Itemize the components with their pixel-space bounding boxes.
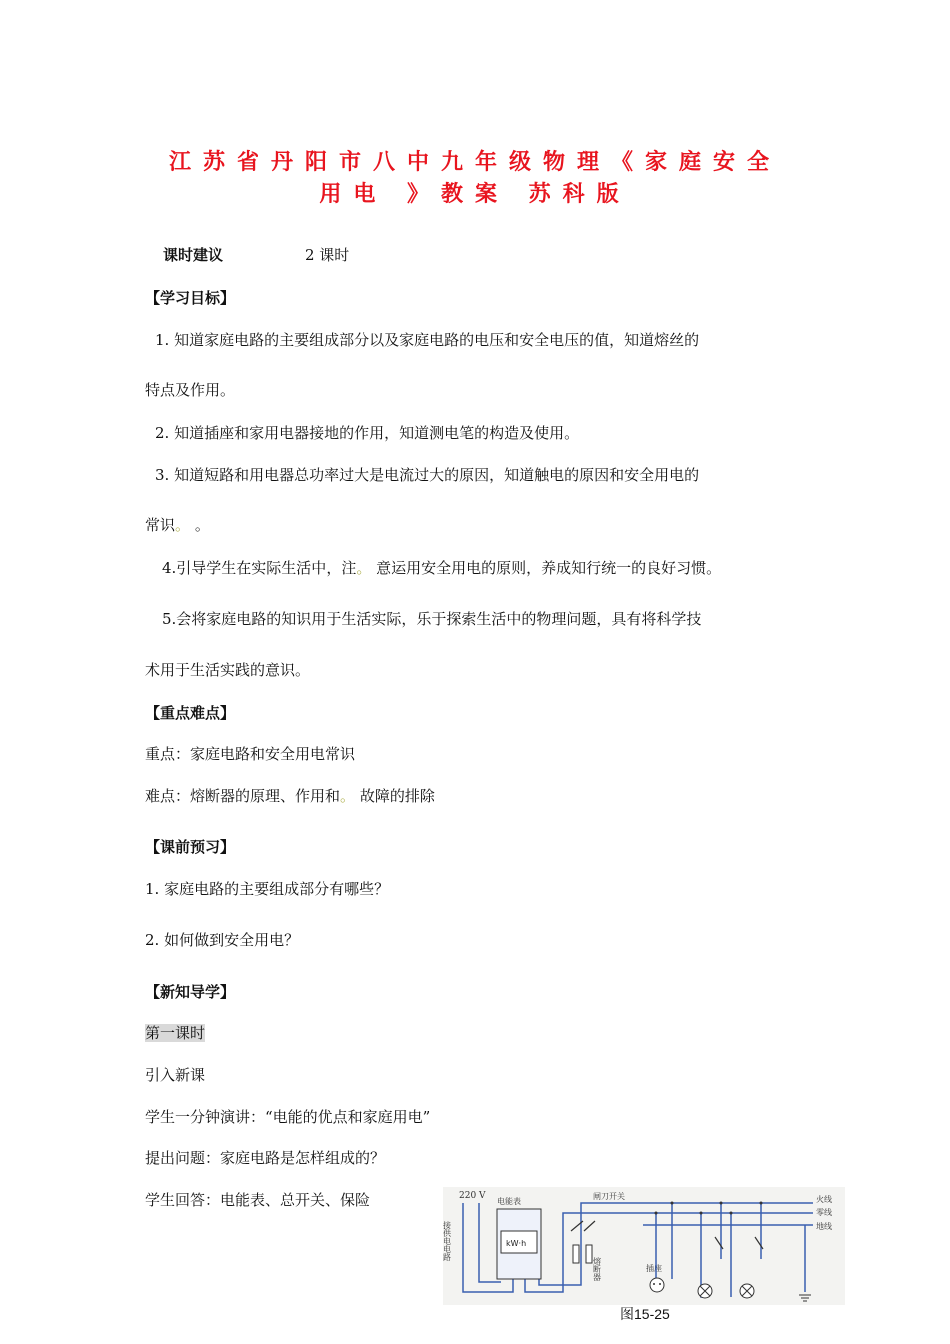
socket-icon [650,1278,664,1292]
junction-dot [671,1202,674,1205]
neutral-label: 零线 [816,1208,832,1217]
mark-dot: 。 [175,516,191,534]
fuse-left [573,1245,579,1263]
title-line-1: 江苏省丹阳市八中九年级物理《家庭安全 [168,149,781,175]
junction-dot [760,1202,763,1205]
objective-3-period: 。 [194,516,210,534]
objective-5-line-1: 5.会将家庭电路的知识用于生活实际，乐于探索生活中的物理问题，具有将科学技 [162,610,702,628]
voltage-label: 220 V [459,1191,486,1201]
mark-dot: 。 [356,559,372,577]
objective-3-text: 常识 [145,516,176,534]
answer-text: 学生回答：电能表、总开关、保险 [145,1191,371,1209]
difficulty-a: 难点：熔断器的原理、作用和 [145,787,341,805]
objectives-heading: 【学习目标】 [145,289,236,307]
question-text: 提出问题：家庭电路是怎样组成的？ [145,1149,386,1167]
session-label [145,1023,205,1043]
objective-4 [162,558,721,578]
objective-4-a: 4.引导学生在实际生活中，注 [162,559,357,577]
fuse-right [586,1245,592,1263]
socket-hole [659,1283,661,1285]
lesson-label: 课时建议 [163,246,224,264]
title-line-2: 用电 》教案 苏科版 [319,181,631,207]
junction-dot [720,1202,723,1205]
difficulty-b: 故障的排除 [359,787,435,805]
session-highlight: 第一课时 [145,1024,206,1042]
objective-1-line-1: 1. 知道家庭电路的主要组成部分以及家庭电路的电压和安全电压的值，知道熔丝的 [155,331,700,349]
household-circuit-diagram [443,1187,845,1305]
speech-text: 学生一分钟演讲：“电能的优点和家庭用电” [145,1108,431,1126]
objective-5-line-2: 术用于生活实践的意识。 [145,661,311,679]
switch-label: 闸刀开关 [593,1192,625,1201]
junction-dot [655,1212,658,1215]
socket-hole [653,1283,655,1285]
lesson-value: 2 课时 [305,246,350,264]
meter-unit: kW·h [506,1239,527,1248]
preview-question-2: 2. 如何做到安全用电？ [145,931,300,949]
intro-text: 引入新课 [145,1066,206,1084]
objective-3-line-1: 3. 知道短路和用电器总功率过大是电流过大的原因，知道触电的原因和安全用电的 [155,466,700,484]
objective-4-b: 意运用安全用电的原则，养成知行统一的良好习惯。 [376,559,722,577]
objective-1-line-2: 特点及作用。 [145,381,236,399]
objective-3-line-2 [145,515,210,535]
newlearning-heading: 【新知导学】 [145,983,236,1001]
fuse-label: 熔断器 [592,1257,602,1281]
objective-2: 2. 知道插座和家用电器接地的作用，知道测电笔的构造及使用。 [155,424,580,442]
preview-heading: 【课前预习】 [145,838,236,856]
preview-question-1: 1. 家庭电路的主要组成部分有哪些？ [145,880,390,898]
difficulty-text [145,786,435,806]
focus-text: 重点：家庭电路和安全用电常识 [145,745,356,763]
meter-label: 电能表 [497,1197,521,1206]
keypoints-heading: 【重点难点】 [145,704,236,722]
socket-label: 插座 [646,1264,662,1273]
junction-dot [730,1212,733,1215]
ground-label: 地线 [816,1222,832,1231]
figure-caption: 图15-25 [620,1306,670,1322]
junction-dot [700,1212,703,1215]
mark-dot: 。 [340,787,356,805]
live-label: 火线 [816,1195,832,1204]
supply-label: 接供电电路 [443,1221,452,1261]
